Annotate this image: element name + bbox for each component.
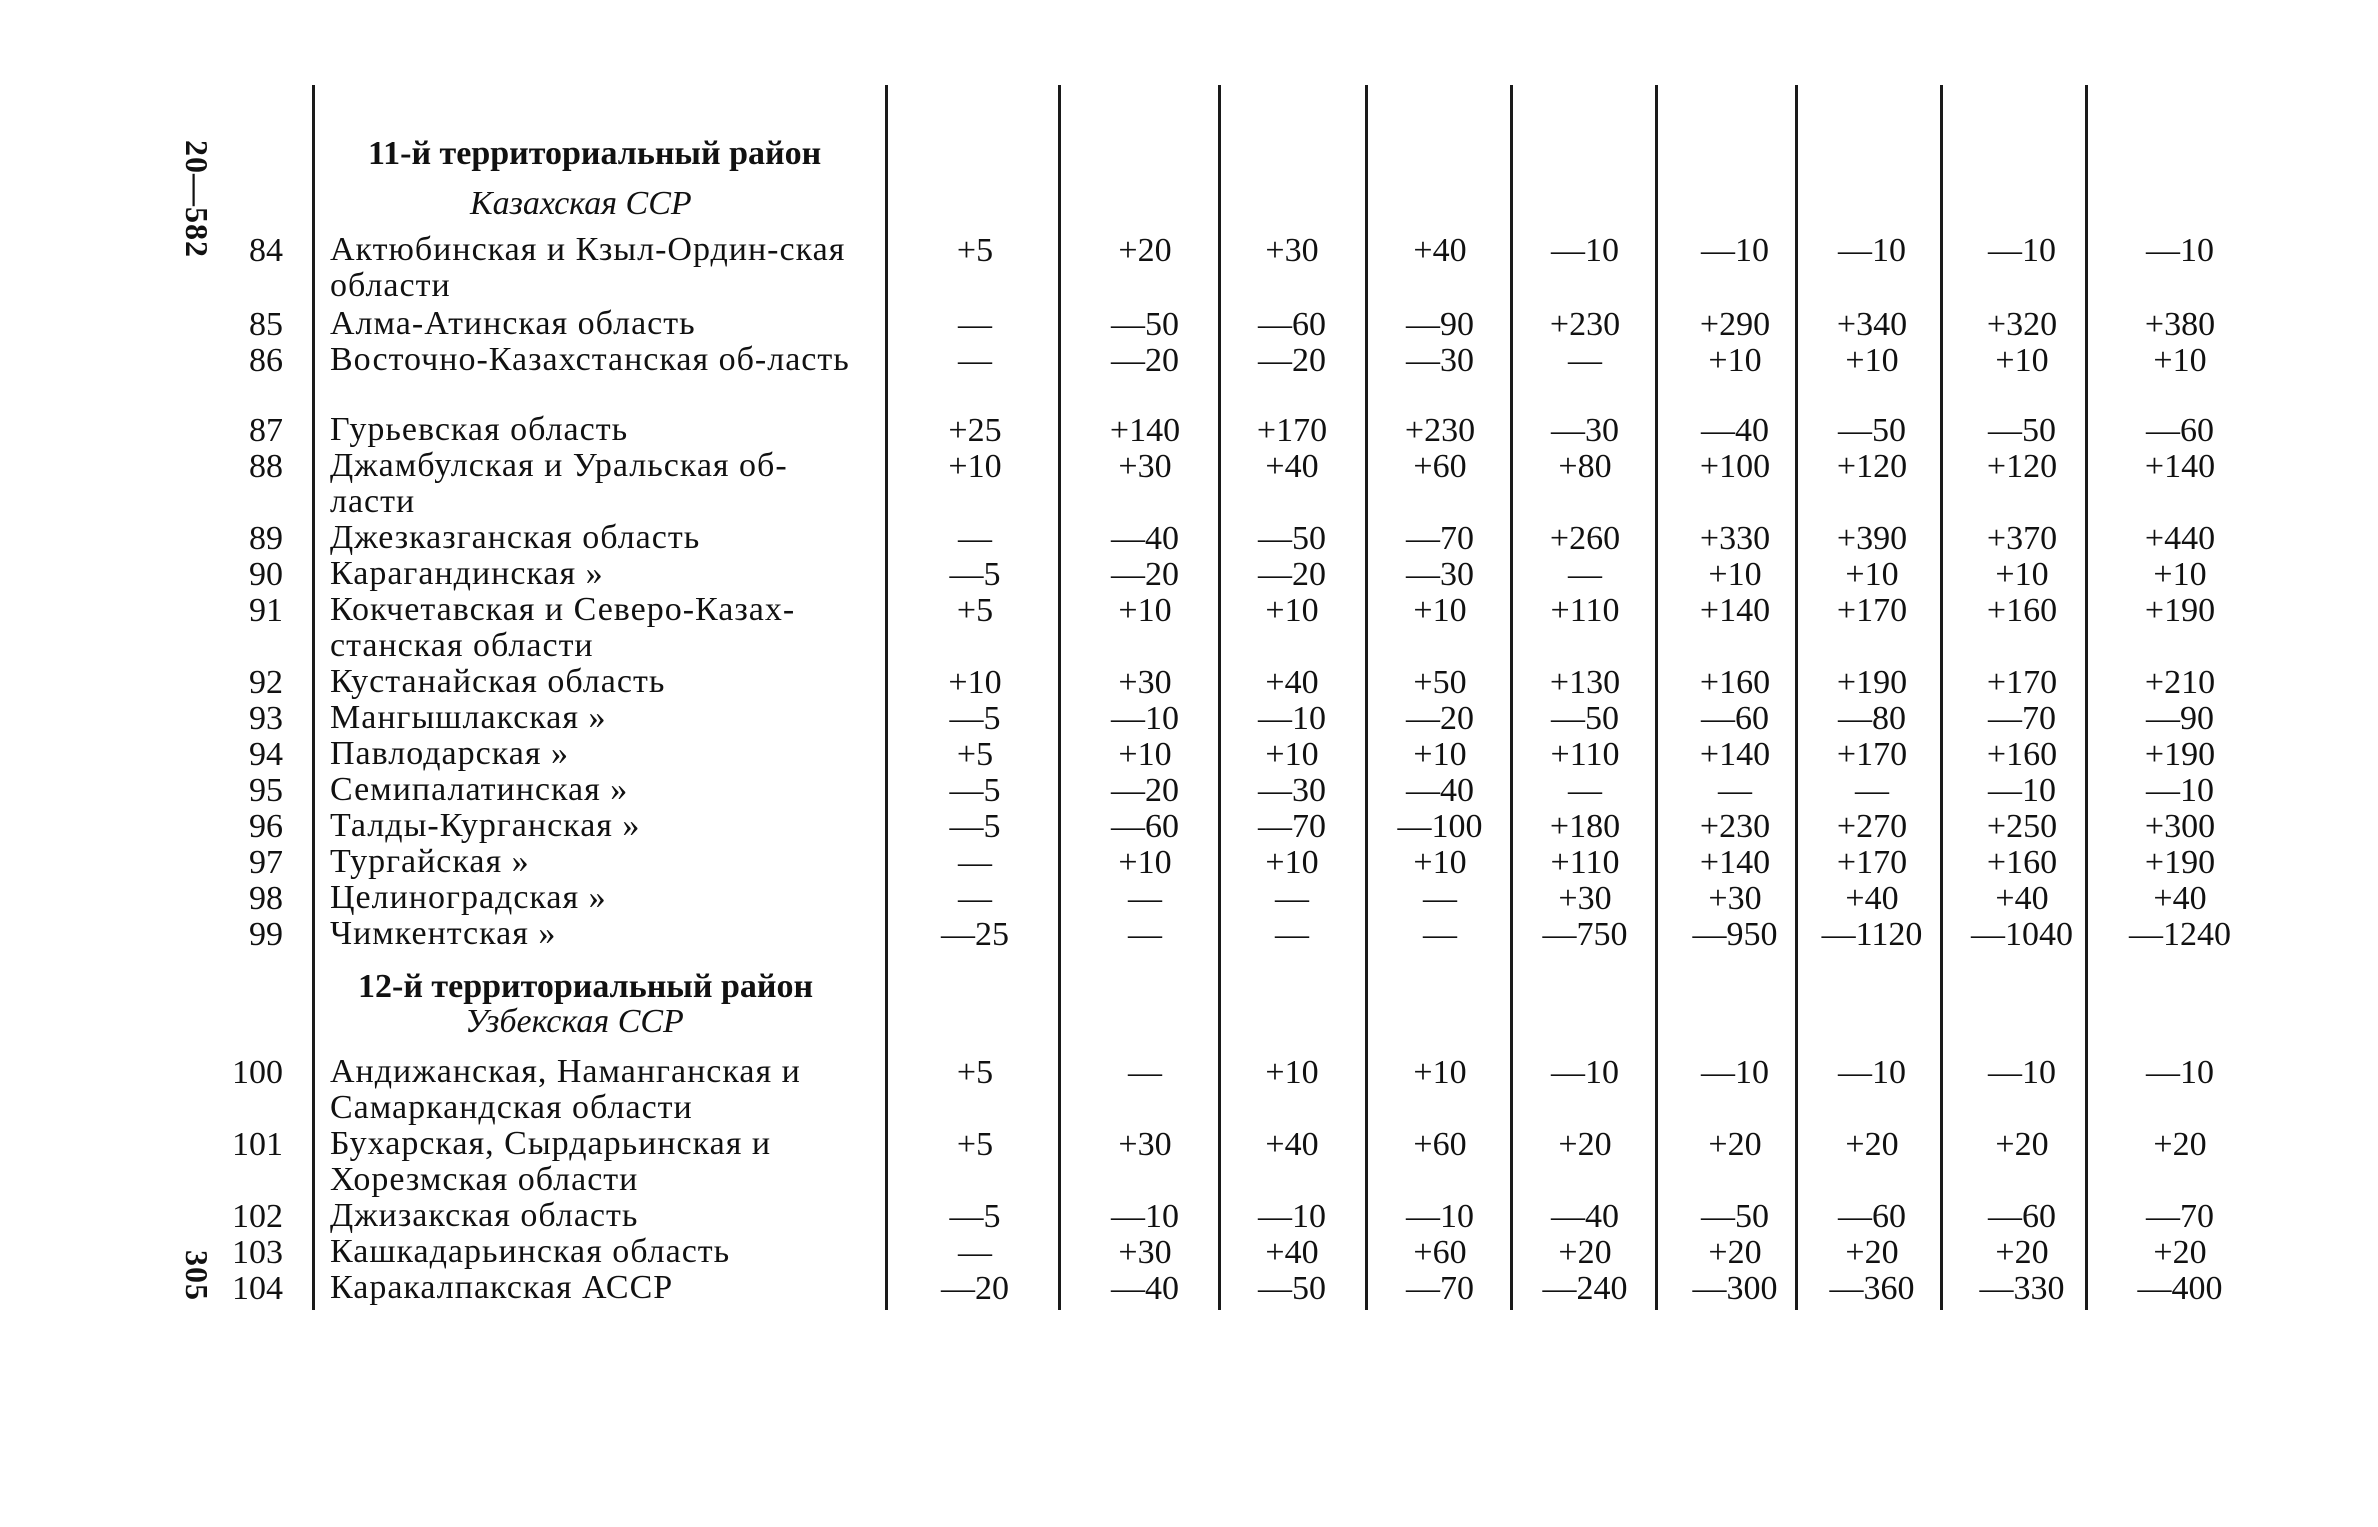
region-name: Кокчетавская и Северо-Казах-станская области [330,591,796,664]
value-cell: — [1423,880,1457,917]
value-cell: +40 [1265,448,1319,485]
value-cell: +30 [1558,880,1612,917]
value-cell: +10 [1413,1054,1467,1091]
value-cell: +5 [956,736,994,773]
value-cell: +60 [1413,448,1467,485]
value-cell: —20 [1111,342,1179,379]
value-cell: +10 [1413,844,1467,881]
row-number: 103 [232,1234,283,1271]
region-name: Актюбинская и Кзыл-Ордин-ская области [330,231,846,304]
column-rule [1218,85,1221,1310]
value-cell: — [1128,880,1162,917]
value-cell: —50 [1551,700,1619,737]
value-cell: —5 [949,808,1001,845]
side-label-bottom: 305 [179,1250,215,1301]
value-cell: —10 [1406,1198,1474,1235]
value-cell: —20 [941,1270,1009,1307]
value-cell: —20 [1111,556,1179,593]
value-cell: +50 [1413,664,1467,701]
value-cell: +230 [1404,412,1476,449]
value-cell: — [1568,556,1602,593]
row-number: 90 [249,556,283,593]
value-cell: —20 [1406,700,1474,737]
value-cell: +80 [1558,448,1612,485]
value-cell: +330 [1699,520,1771,557]
value-cell: +120 [1836,448,1908,485]
value-cell: —60 [1258,306,1326,343]
value-cell: +140 [1699,592,1771,629]
value-cell: —60 [1701,700,1769,737]
value-cell: +40 [1845,880,1899,917]
value-cell: +320 [1986,306,2058,343]
value-cell: —240 [1542,1270,1628,1307]
value-cell: +10 [1118,844,1172,881]
value-cell: —70 [1258,808,1326,845]
value-cell: +170 [1256,412,1328,449]
value-cell: +20 [2153,1234,2207,1271]
section-title: 12-й территориальный район [358,968,814,1005]
value-cell: +40 [1995,880,2049,917]
value-cell: +20 [1708,1126,1762,1163]
value-cell: +130 [1549,664,1621,701]
value-cell: +40 [1413,232,1467,269]
value-cell: +140 [1699,844,1771,881]
value-cell: —5 [949,1198,1001,1235]
value-cell: +10 [1845,342,1899,379]
value-cell: —70 [1406,520,1474,557]
region-name: Павлодарская » [330,735,569,772]
value-cell: +10 [2153,342,2207,379]
region-name: Гурьевская область [330,411,629,448]
value-cell: — [958,520,992,557]
value-cell: —40 [1111,520,1179,557]
value-cell: —60 [1111,808,1179,845]
value-cell: —10 [1111,700,1179,737]
value-cell: — [1855,772,1889,809]
row-number: 104 [232,1270,283,1307]
value-cell: —25 [941,916,1009,953]
value-cell: — [958,342,992,379]
value-cell: +10 [1265,736,1319,773]
value-cell: +30 [1708,880,1762,917]
section-subtitle: Казахская ССР [470,185,692,222]
table-row [0,448,2378,518]
value-cell: +110 [1550,736,1620,773]
row-number: 94 [249,736,283,773]
value-cell: +40 [1265,1234,1319,1271]
row-number: 92 [249,664,283,701]
row-number: 91 [249,592,283,629]
section-title: 11-й территориальный район [368,135,822,172]
value-cell: — [1128,1054,1162,1091]
value-cell: —60 [1988,1198,2056,1235]
value-cell: +190 [2144,592,2216,629]
value-cell: — [1423,916,1457,953]
value-cell: +170 [1836,592,1908,629]
value-cell: —20 [1111,772,1179,809]
value-cell: —100 [1397,808,1483,845]
row-number: 93 [249,700,283,737]
value-cell: —60 [2146,412,2214,449]
region-name: Мангышлакская » [330,699,607,736]
value-cell: +340 [1836,306,1908,343]
value-cell: —30 [1258,772,1326,809]
value-cell: +250 [1986,808,2058,845]
value-cell: —5 [949,556,1001,593]
value-cell: +10 [1118,592,1172,629]
value-cell: +20 [1708,1234,1762,1271]
value-cell: +30 [1118,1126,1172,1163]
value-cell: +60 [1413,1126,1467,1163]
region-name: Кашкадарьинская область [330,1233,731,1270]
row-number: 98 [249,880,283,917]
value-cell: +10 [1708,342,1762,379]
value-cell: —50 [1258,1270,1326,1307]
value-cell: +10 [1995,342,2049,379]
table-row [0,232,2378,302]
value-cell: +10 [1265,1054,1319,1091]
value-cell: +20 [1558,1234,1612,1271]
region-name: Кустанайская область [330,663,666,700]
region-name: Алма-Атинская область [330,305,696,342]
value-cell: +10 [1413,736,1467,773]
value-cell: —50 [1838,412,1906,449]
value-cell: —10 [1258,1198,1326,1235]
value-cell: +290 [1699,306,1771,343]
row-number: 87 [249,412,283,449]
value-cell: — [958,306,992,343]
value-cell: +260 [1549,520,1621,557]
region-name: Чимкентская » [330,915,557,952]
value-cell: +210 [2144,664,2216,701]
value-cell: —10 [1988,1054,2056,1091]
value-cell: —30 [1551,412,1619,449]
column-rule [1655,85,1658,1310]
value-cell: +380 [2144,306,2216,343]
value-cell: —750 [1542,916,1628,953]
value-cell: +300 [2144,808,2216,845]
value-cell: —30 [1406,556,1474,593]
value-cell: —1240 [2129,916,2231,953]
value-cell: —60 [1838,1198,1906,1235]
value-cell: +20 [1558,1126,1612,1163]
value-cell: —40 [1701,412,1769,449]
value-cell: +10 [1265,844,1319,881]
value-cell: — [1568,342,1602,379]
value-cell: +120 [1986,448,2058,485]
value-cell: +10 [1413,592,1467,629]
value-cell: +440 [2144,520,2216,557]
value-cell: — [1128,916,1162,953]
value-cell: +110 [1550,844,1620,881]
row-number: 85 [249,306,283,343]
value-cell: — [958,844,992,881]
table-row [0,1270,2378,1340]
value-cell: +40 [2153,880,2207,917]
table-row [0,916,2378,986]
value-cell: +10 [1995,556,2049,593]
value-cell: +20 [1845,1234,1899,1271]
value-cell: +180 [1549,808,1621,845]
value-cell: —90 [2146,700,2214,737]
row-number: 89 [249,520,283,557]
value-cell: +170 [1986,664,2058,701]
value-cell: +160 [1986,844,2058,881]
value-cell: — [958,880,992,917]
value-cell: +160 [1699,664,1771,701]
value-cell: +10 [1118,736,1172,773]
value-cell: +110 [1550,592,1620,629]
value-cell: +20 [1995,1126,2049,1163]
table-row [0,1126,2378,1196]
value-cell: —40 [1406,772,1474,809]
value-cell: —1040 [1971,916,2073,953]
region-name: Талды-Курганская » [330,807,641,844]
value-cell: —30 [1406,342,1474,379]
value-cell: +10 [2153,556,2207,593]
value-cell: —10 [1701,1054,1769,1091]
region-name: Восточно-Казахстанская об-ласть [330,341,850,378]
region-name: Бухарская, Сырдарьинская и Хорезмская области [330,1125,772,1198]
region-name: Джамбулская и Уральская об-ласти [330,447,788,520]
value-cell: +140 [1109,412,1181,449]
column-rule [312,85,315,1310]
value-cell: +5 [956,232,994,269]
row-number: 95 [249,772,283,809]
value-cell: —10 [1838,1054,1906,1091]
row-number: 84 [249,232,283,269]
value-cell: — [958,1234,992,1271]
value-cell: —5 [949,772,1001,809]
value-cell: —10 [2146,1054,2214,1091]
value-cell: —950 [1692,916,1778,953]
value-cell: +30 [1118,1234,1172,1271]
value-cell: +5 [956,1126,994,1163]
value-cell: +10 [1265,592,1319,629]
region-name: Семипалатинская » [330,771,629,808]
side-label-top: 20—582 [179,140,215,258]
value-cell: —10 [1988,232,2056,269]
row-number: 99 [249,916,283,953]
value-cell: +100 [1699,448,1771,485]
value-cell: —40 [1111,1270,1179,1307]
region-name: Джизакская область [330,1197,639,1234]
row-number: 86 [249,342,283,379]
value-cell: —80 [1838,700,1906,737]
value-cell: —10 [1838,232,1906,269]
column-rule [1365,85,1368,1310]
value-cell: +40 [1265,1126,1319,1163]
value-cell: —10 [1551,1054,1619,1091]
value-cell: —360 [1829,1270,1915,1307]
region-name: Каракалпакская АССР [330,1269,674,1306]
value-cell: +140 [2144,448,2216,485]
region-name: Андижанская, Наманганская и Самаркандская области [330,1053,801,1126]
value-cell: —50 [1111,306,1179,343]
column-rule [885,85,888,1310]
value-cell: +230 [1549,306,1621,343]
value-cell: —20 [1258,556,1326,593]
row-number: 96 [249,808,283,845]
value-cell: +20 [1845,1126,1899,1163]
value-cell: +30 [1118,448,1172,485]
value-cell: —1120 [1821,916,1923,953]
value-cell: — [1718,772,1752,809]
value-cell: —10 [1701,232,1769,269]
value-cell: —10 [2146,772,2214,809]
value-cell: —10 [2146,232,2214,269]
column-rule [2085,85,2088,1310]
value-cell: +10 [948,664,1002,701]
value-cell: +20 [2153,1126,2207,1163]
value-cell: +190 [2144,736,2216,773]
table-row [0,342,2378,412]
value-cell: +390 [1836,520,1908,557]
value-cell: +160 [1986,592,2058,629]
value-cell: +370 [1986,520,2058,557]
value-cell: +190 [2144,844,2216,881]
value-cell: —50 [1258,520,1326,557]
value-cell: —10 [1111,1198,1179,1235]
value-cell: —70 [1406,1270,1474,1307]
value-cell: —70 [1988,700,2056,737]
value-cell: +5 [956,1054,994,1091]
value-cell: —300 [1692,1270,1778,1307]
value-cell: —10 [1258,700,1326,737]
region-name: Тургайская » [330,843,530,880]
value-cell: — [1568,772,1602,809]
value-cell: —5 [949,700,1001,737]
value-cell: +10 [1708,556,1762,593]
value-cell: —70 [2146,1198,2214,1235]
column-rule [1510,85,1513,1310]
value-cell: +25 [948,412,1002,449]
value-cell: +170 [1836,736,1908,773]
value-cell: —330 [1979,1270,2065,1307]
value-cell: +170 [1836,844,1908,881]
value-cell: —10 [1551,232,1619,269]
value-cell: —50 [1701,1198,1769,1235]
value-cell: +60 [1413,1234,1467,1271]
row-number: 102 [232,1198,283,1235]
column-rule [1795,85,1798,1310]
value-cell: +30 [1118,664,1172,701]
table-row [0,1054,2378,1124]
value-cell: +270 [1836,808,1908,845]
value-cell: +140 [1699,736,1771,773]
value-cell: —20 [1258,342,1326,379]
table-row [0,592,2378,662]
row-number: 88 [249,448,283,485]
value-cell: —40 [1551,1198,1619,1235]
row-number: 101 [232,1126,283,1163]
value-cell: +20 [1118,232,1172,269]
region-name: Карагандинская » [330,555,604,592]
value-cell: —50 [1988,412,2056,449]
column-rule [1940,85,1943,1310]
region-name: Джезказганская область [330,519,701,556]
value-cell: —90 [1406,306,1474,343]
value-cell: —400 [2137,1270,2223,1307]
value-cell: +40 [1265,664,1319,701]
region-name: Целиноградская » [330,879,607,916]
value-cell: +10 [1845,556,1899,593]
row-number: 97 [249,844,283,881]
row-number: 100 [232,1054,283,1091]
value-cell: +160 [1986,736,2058,773]
value-cell: — [1275,880,1309,917]
value-cell: +20 [1995,1234,2049,1271]
value-cell: +230 [1699,808,1771,845]
value-cell: —10 [1988,772,2056,809]
column-rule [1058,85,1061,1310]
value-cell: +30 [1265,232,1319,269]
value-cell: — [1275,916,1309,953]
value-cell: +190 [1836,664,1908,701]
section-subtitle: Узбекская ССР [465,1003,684,1040]
value-cell: +10 [948,448,1002,485]
value-cell: +5 [956,592,994,629]
